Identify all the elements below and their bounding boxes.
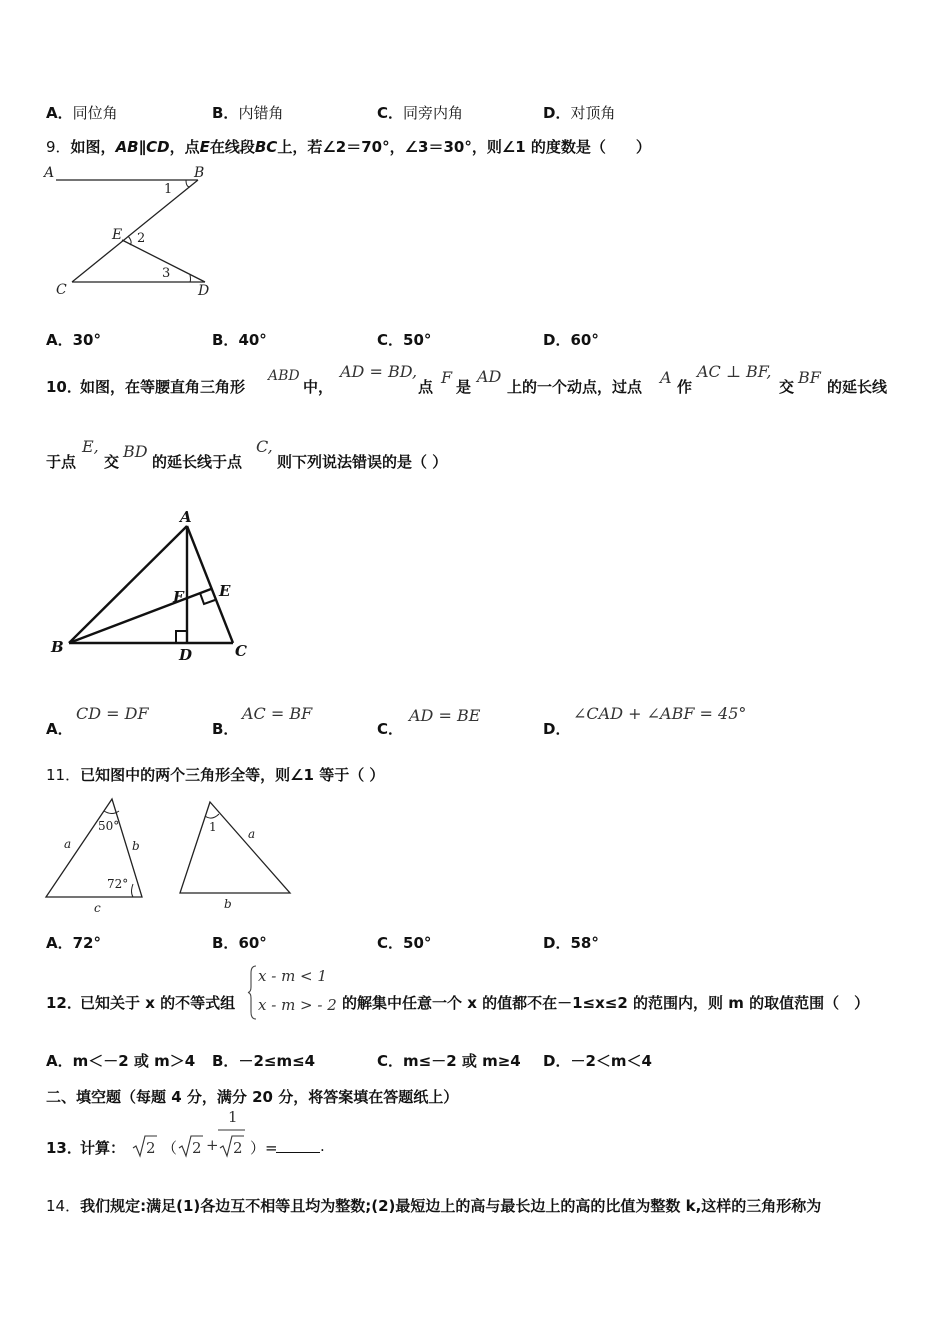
q9-option-b: B．40° (212, 331, 267, 349)
label-72: 72° (107, 877, 129, 891)
q11-stem: 11．已知图中的两个三角形全等，则∠1 等于（ ） (46, 766, 385, 784)
inequality-1: x - m < 1 (258, 967, 327, 985)
label-c: C (235, 642, 247, 660)
label-3: 3 (162, 266, 171, 281)
angle-72-arc (132, 884, 134, 897)
label-b2: b (224, 897, 232, 911)
q10-option-d-letter: D． (543, 720, 571, 738)
label-50: 50° (98, 819, 120, 833)
section-2-heading: 二、填空题（每题 4 分，满分 20 分，将答案填在答题纸上） (46, 1088, 459, 1106)
angle-3-arc (190, 275, 191, 282)
q9-option-c: C．50° (377, 331, 432, 349)
label-b: b (132, 839, 140, 853)
q11-option-a: A．72° (46, 934, 101, 952)
q8-option-d: D．对顶角 (543, 104, 616, 122)
sqrt2-b (178, 1133, 204, 1159)
label-a: A (180, 508, 192, 526)
q10-option-d-text: ∠CAD + ∠ABF = 45° (573, 704, 747, 723)
q12-option-a: A．m＜－2 或 m＞4 (46, 1052, 196, 1070)
q11-figure (40, 792, 300, 917)
side-ab (69, 526, 187, 643)
label-1: 1 (164, 182, 173, 197)
q10-figure (45, 505, 260, 665)
q8-option-b: B．内错角 (212, 104, 284, 122)
label-e: E (219, 582, 231, 600)
label-a: A (44, 165, 55, 181)
label-f: F (173, 588, 184, 606)
label-c: c (94, 901, 101, 915)
label-a: a (64, 837, 72, 851)
q8-option-a: A．同位角 (46, 104, 118, 122)
q9-option-a: A．30° (46, 331, 101, 349)
angle-1-arc (186, 180, 190, 187)
q10-option-c-letter: C． (377, 720, 404, 738)
q10-option-a-letter: A． (46, 720, 73, 738)
svg-text:2: 2 (233, 1139, 243, 1157)
q9-figure (40, 162, 230, 302)
q12-option-d: D．－2＜m＜4 (543, 1052, 652, 1070)
q12-option-b: B．－2≤m≤4 (212, 1052, 316, 1070)
triangle-right (180, 802, 290, 911)
q12-option-c: C．m≤－2 或 m≥4 (377, 1052, 521, 1070)
line-bc (72, 180, 198, 282)
label-c: C (56, 282, 67, 298)
label-d: D (179, 646, 193, 664)
q10-option-c-text: AD = BE (409, 706, 481, 725)
q14-stem: 14．我们规定:满足(1)各边互不相等且均为整数;(2)最短边上的高与最长边上的高的比值为整数 k,这样的三角形称为 (46, 1197, 822, 1215)
inequality-2: x - m > - 2 (258, 996, 337, 1014)
q11-option-c: C．50° (377, 934, 432, 952)
sqrt2-a (132, 1133, 158, 1159)
label-e: E (112, 227, 123, 243)
label-2: 2 (137, 231, 146, 246)
brace (247, 965, 257, 1020)
label-a2: a (248, 827, 256, 841)
answer-blank[interactable] (276, 1138, 320, 1153)
q11-option-d: D．58° (543, 934, 599, 952)
q11-option-b: B．60° (212, 934, 267, 952)
right-angle-d (176, 631, 187, 643)
q9-option-d: D．60° (543, 331, 599, 349)
angle-1-arc (205, 814, 219, 818)
label-b: B (194, 165, 205, 181)
label-d: D (198, 283, 210, 299)
segment-be (69, 589, 211, 643)
q8-option-c: C．同旁内角 (377, 104, 464, 122)
q9-stem: 9．如图，AB∥CD，点E在线段BC上，若∠2＝70°，∠3＝30°，则∠1 的度数是（ ） (46, 138, 651, 156)
q10-option-b-text: AC = BF (242, 704, 313, 723)
triangle-left (46, 799, 142, 915)
fraction-denominator (218, 1128, 246, 1160)
q10-option-b-letter: B． (212, 720, 239, 738)
q10-option-a-text: CD = DF (76, 704, 149, 723)
svg-text:2: 2 (146, 1139, 156, 1157)
label-b: B (51, 638, 64, 656)
svg-text:2: 2 (192, 1139, 202, 1157)
label-1: 1 (209, 820, 217, 834)
